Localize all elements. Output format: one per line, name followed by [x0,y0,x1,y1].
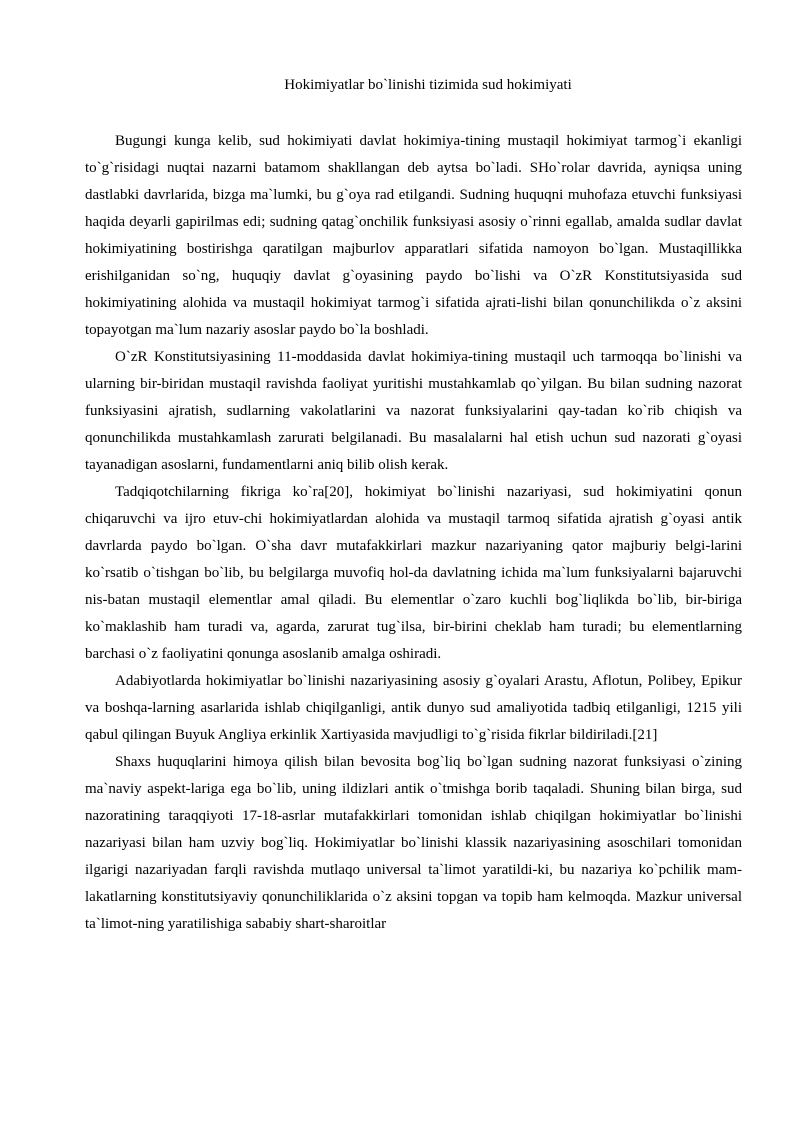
paragraph-1: Bugungi kunga kelib, sud hokimiyati davlat hokimiya-tining mustaqil hokimiyat tarmog`i ekanligi to`g`risidagi nuqtai nazarni batamom shakllangan deb aytsa bo`ladi. SHo`rolar davrida, ayniqsa uning dastlabki davrlarida, bizga ma`lumki, bu g`oya rad etilgandi. Sudning huquqni muhofaza etuvchi funksiyasi haqida deyarli gapirilmas edi; sudning qatag`onchilik funksiyasi asosiy o`rinni egallab, amalda sudlar davlat hokimiyatining bostirishga qaratilgan majburlov apparatlari sifatida namoyon bo`lgan. Mustaqillikka erishilganidan so`ng, huquqiy davlat g`oyasining paydo bo`lishi va O`zR Konstitutsiyasida sud hokimiyatining alohida va mustaqil hokimiyat tarmog`i sifatida ajrati-lishi bilan qonunchilikda o`z aksini topayotgan ma`lum nazariy asoslar paydo bo`la boshladi. [85,133,742,338]
document-title: Hokimiyatlar bo`linishi tizimida sud hokimiyati [284,77,572,93]
paragraph-5: Shaxs huquqlarini himoya qilish bilan bevosita bog`liq bo`lgan sudning nazorat funksiyasi o`zining ma`naviy aspekt-lariga ega bo`lib, uning ildizlari antik o`tmishga borib taqaladi. Shuning bilan birga, sud nazoratining taraqqiyoti 17-18-asrlar mutafakkirlari tomonidan ishlab chiqilgan hokimiyatlar bo`linishi nazariyasi bilan ham uzviy bog`liq. Hokimiyatlar bo`linishi klassik nazariyasining asoschilari tomonidan ilgarigi nazariyadan farqli ravishda mutlaqo universal ta`limot yaratildi-ki, bu nazariya ko`pchilik mam-lakatlarning konstitutsiyaviy qonunchiliklarida o`z aksini topgan va topib ham kelmoqda. Mazkur universal ta`limot-ning yaratilishiga sababiy shart-sharoitlar [85,754,742,932]
paragraph-2: O`zR Konstitutsiyasining 11-moddasida davlat hokimiya-tining mustaqil uch tarmoqqa bo`linishi va ularning bir-biridan mustaqil ravishda faoliyat yuritishi mustahkamlab qo`yilgan. Bu bilan sudning nazorat funksiyasini ajratish, sudlarning vakolatlarini va nazorat funksiyalarini qay-tadan ko`rib chiqish va qonunchilikda mustahkamlash zarurati belgilanadi. Bu masalalarni hal etish uchun sud nazorati g`oyasi tayanadigan asoslarni, fundamentlarni aniq bilib olish kerak. [85,349,742,473]
paragraph-4: Adabiyotlarda hokimiyatlar bo`linishi nazariyasining asosiy g`oyalari Arastu, Aflotun, Polibey, Epikur va boshqa-larning asarlarida ishlab chiqilganligi, antik dunyo sud amaliyotida tadbiq etilganligi, 1215 yili qabul qilingan Buyuk Angliya erkinlik Xartiyasida mavjudligi to`g`risida fikrlar bildiriladi.[21] [85,673,742,743]
document-body [85,128,742,938]
paragraph-3: Tadqiqotchilarning fikriga ko`ra[20], hokimiyat bo`linishi nazariyasi, sud hokimiyatini qonun chiqaruvchi va ijro etuv-chi hokimiyatlardan alohida va mustaqil tarmoq sifatida ajratish g`oyasi antik davrlarda paydo bo`lgan. O`sha davr mutafakkirlari mazkur nazariyaning qator majburiy belgi-larini ko`rsatib o`tishgan bo`lib, bu belgilarga muvofiq hol-da davlatning ichida ma`lum funksiyalarni bajaruvchi nis-batan mustaqil elementlar amal qiladi. Bu elementlar o`zaro kuchli bog`liqlikda bo`lib, bir-biriga ko`maklashib ham turadi va, agarda, zarurat tug`ilsa, bir-birini cheklab ham turadi; bu elementlarning barchasi o`z faoliyatini qonunga asoslanib amalga oshiradi. [85,484,742,662]
